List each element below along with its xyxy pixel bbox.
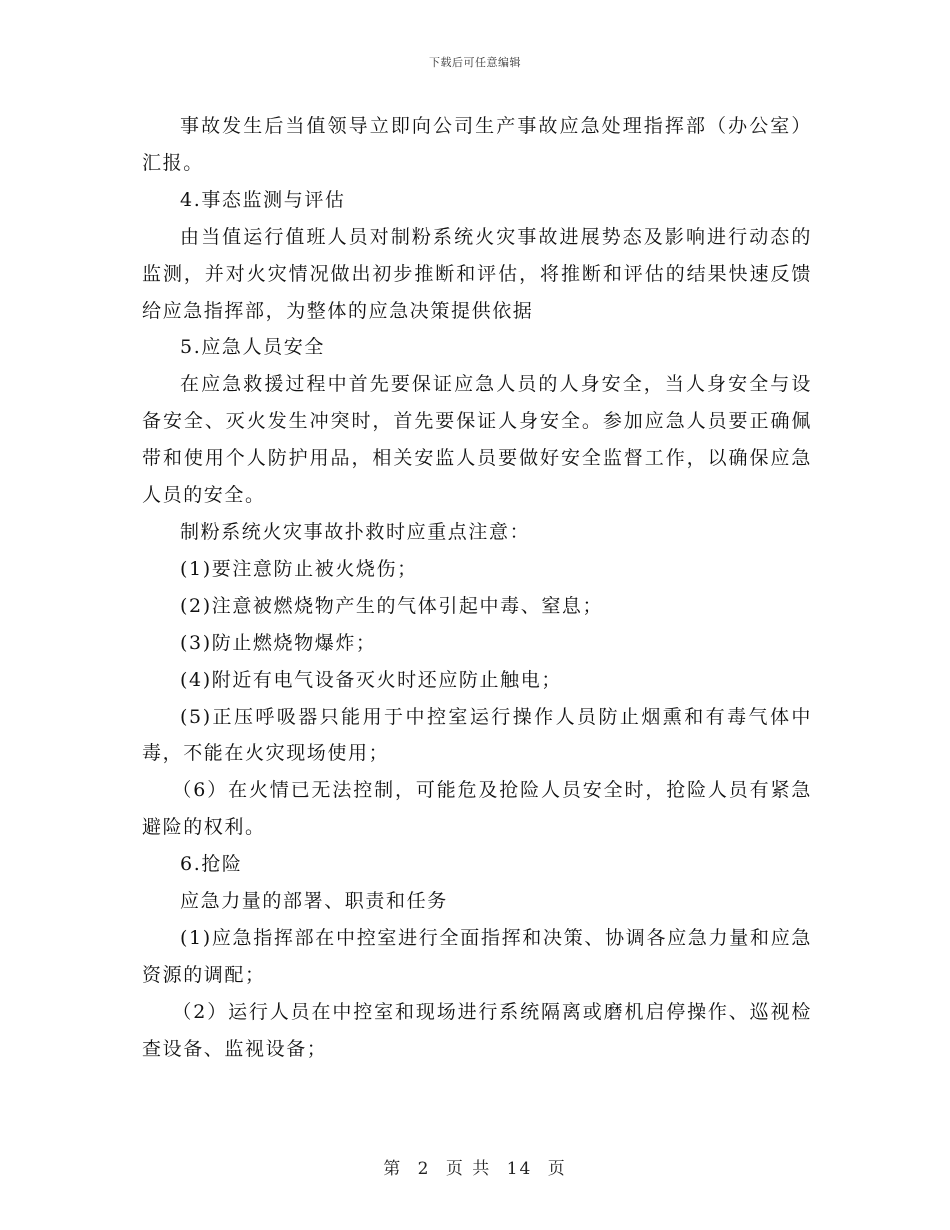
paragraph-deployment: 应急力量的部署、职责和任务: [180, 890, 448, 913]
footer-prefix: 第: [383, 1159, 403, 1179]
paragraph-report: 事故发生后当值领导立即向公司生产事故应急处理指挥部（办公室）汇报。: [142, 115, 812, 174]
rescue-item-1: (1)应急指挥部在中控室进行全面指挥和决策、协调各应急力量和应急资源的调配；: [142, 926, 812, 986]
page-header: 下载后可任意编辑: [429, 56, 521, 69]
list-item-2: (2)注意被燃烧物产生的气体引起中毒、窒息；: [180, 594, 604, 617]
list-item-4: (4)附近有电气设备灭火时还应防止触电；: [180, 668, 562, 691]
page-footer: [0, 1154, 950, 1179]
heading-rescue: 6.抢险: [180, 853, 243, 876]
paragraph-monitoring: 由当值运行值班人员对制粉系统火灾事故进展势态及影响进行动态的监测，并对火灾情况做出初步推断和评估，将推断和评估的结果快速反馈给应急指挥部，为整体的应急决策提供依据: [142, 225, 812, 322]
footer-middle: 页 共: [445, 1159, 492, 1179]
document-body: [142, 108, 812, 1068]
list-item-3: (3)防止燃烧物爆炸；: [180, 631, 377, 654]
list-item-6: （6）在火情已无法控制，可能危及抢险人员安全时，抢险人员有紧急避险的权利。: [142, 779, 812, 839]
footer-suffix: 页: [547, 1159, 567, 1179]
paragraph-key-points: 制粉系统火灾事故扑救时应重点注意：: [180, 520, 531, 543]
list-item-1: (1)要注意防止被火烧伤；: [180, 557, 418, 580]
footer-total-pages: 14: [506, 1159, 533, 1179]
heading-personnel-safety: 5.应急人员安全: [180, 336, 325, 359]
heading-monitoring: 4.事态监测与评估: [180, 188, 346, 211]
paragraph-personnel-safety: 在应急救援过程中首先要保证应急人员的人身安全，当人身安全与设备安全、灭火发生冲突时，首先要保证人身安全。参加应急人员要正确佩带和使用个人防护用品，相关安监人员要做好安全监督工作，以确保应急人员的安全。: [142, 373, 812, 507]
list-item-5: (5)正压呼吸器只能用于中控室运行操作人员防止烟熏和有毒气体中毒，不能在火灾现场使用；: [142, 705, 812, 765]
footer-page-number: 2: [417, 1159, 431, 1179]
rescue-item-2: （2）运行人员在中控室和现场进行系统隔离或磨机启停操作、巡视检查设备、监视设备；: [142, 1000, 812, 1060]
